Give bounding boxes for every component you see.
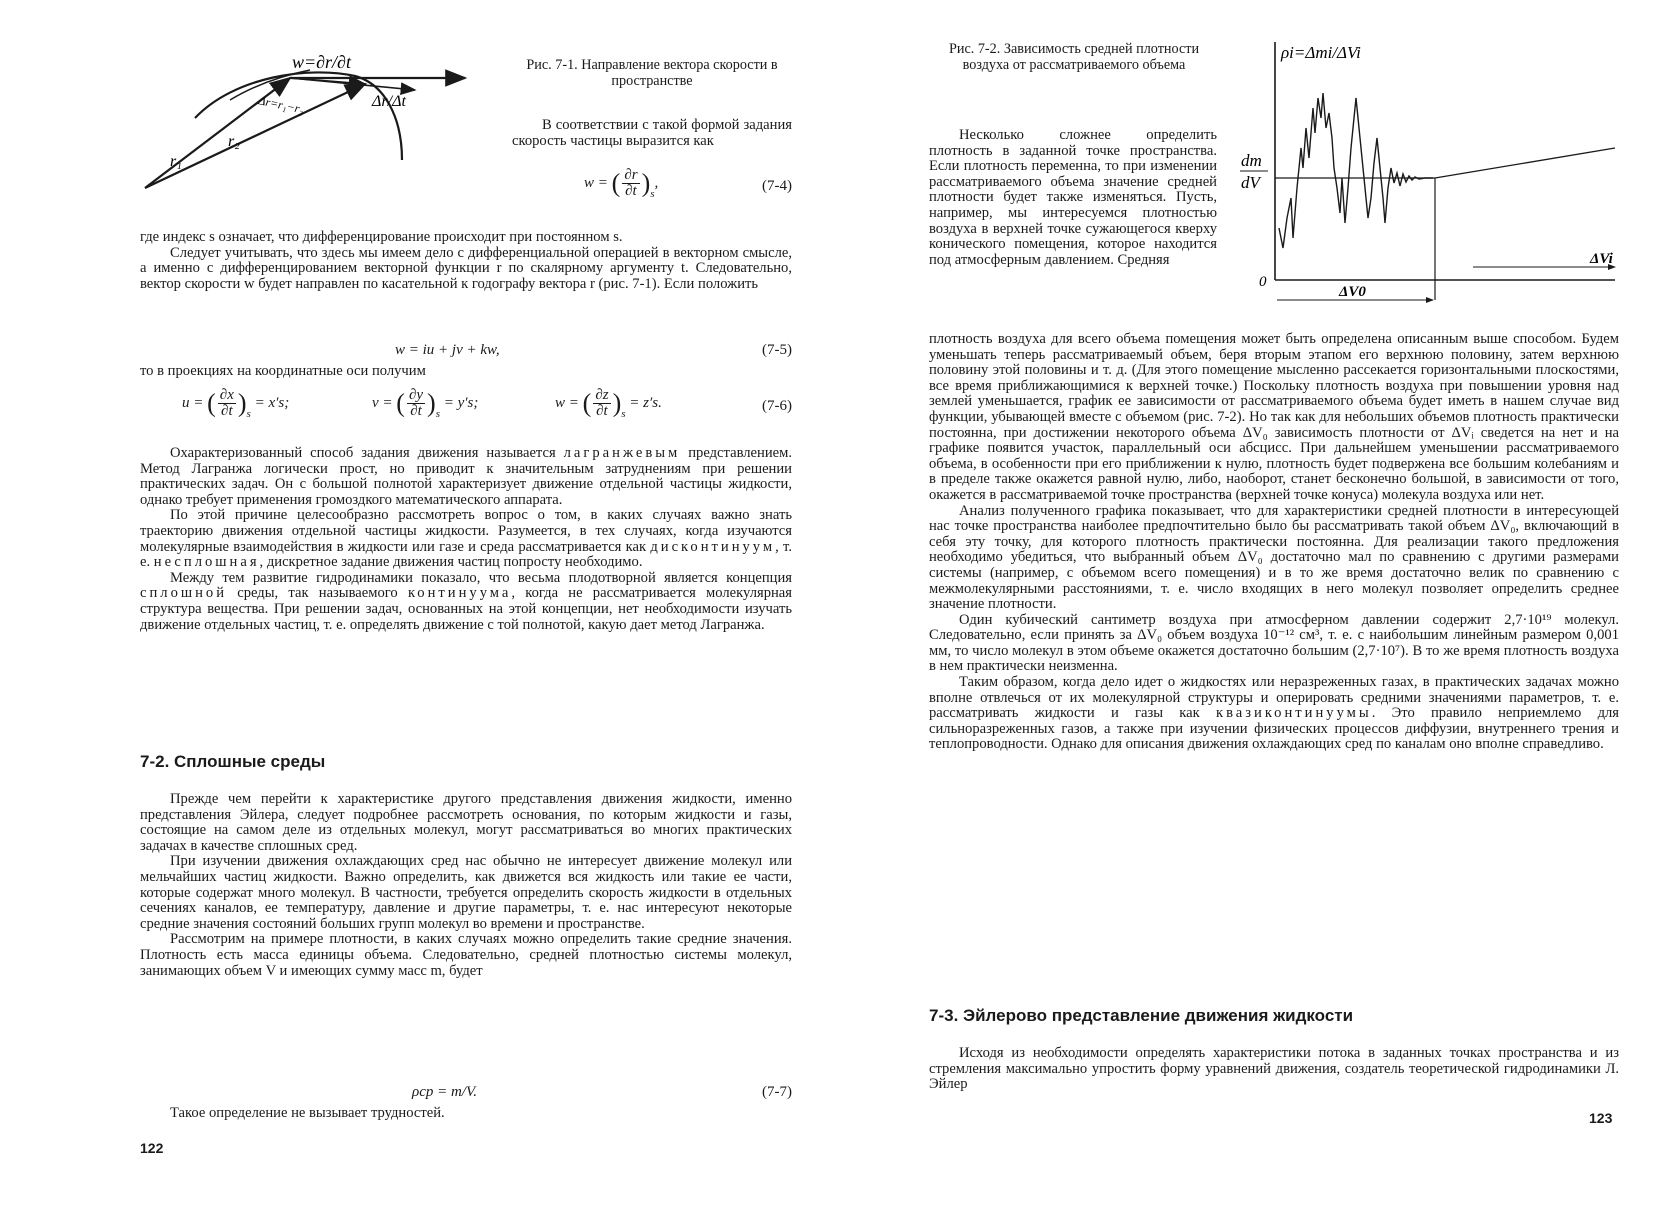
text-block-left-3: Прежде чем перейти к характеристике другого представления движения жидкости, именно представления Эйлера, следует подробнее рассмотреть основания, по которым жидкости и газы, состоящие на самом деле из отдельных молекул, могут рассматриваться во многих практических задачах в качестве сплошных сред. При изучении движения охлаждающих сред нас обычно не интересует движение молекул или мельчайших частиц жидкости. Важно определить, как движется вся жидкость или такие ее части, которые содержат много молекул. В частности, требуется определить скорость жидкости в отдельных сечениях каналов, ее температуру, давление и другие параметры, т. е. нас интересуют некоторые средние значения состояний больших групп молекул во времени и пространстве. Рассмотрим на примере плотности, в каких случаях можно определить такие средние значения. Плотность есть масса единицы объема. Следовательно, средней плотностью системы молекул, занимающих объем V и имеющих сумму масс m, будет [140,791,792,979]
text-block-left-2: Охарактеризованный способ задания движения называется лагранжевым представлением. Метод Лагранжа логически прост, но приводит к значительным затруднениям при решении практических задач. Он с большой полнотой характеризует движение отдельной частицы жидкости, однако требует применения громоздкого математического аппарата. По этой причине целесообразно рассмотреть вопрос о том, в каких случаях важно знать траекторию движения отдельной частицы жидкости. Разумеется, в тех случаях, когда изучаются молекулярные взаимодействия в жидкости или газе и среда рассматривается как дисконтинуум, т. е. несплошная, дискретное задание движения частиц попросту необходимо. Между тем развитие гидродинамики показало, что весьма плодотворной является концепция сплошной среды, так называемого континуума, когда не рассматривается молекулярная структура вещества. При решении задач, основанных на этой концепции, нет необходимости изучать движение отдельных частиц, т. е. определять движение с той полнотой, какую дает метод Лагранжа. [140,445,793,633]
figure-7-2-caption: Рис. 7-2. Зависимость средней плотности воздуха от рассматриваемого объема [948,41,1200,73]
fig2-rising-line [1435,148,1615,178]
page-number: 123 [1589,1110,1613,1126]
section-heading-7-2: 7-2. Сплошные среды [140,752,326,771]
last-line: Такое определение не вызывает трудностей. [170,1105,445,1121]
fig2-v0-label: ΔV0 [1339,284,1366,300]
fig1-label-dr: Δr=r₁−r₂ [257,93,305,117]
figure-7-1-caption: Рис. 7-1. Направление вектора скорости в пространстве [526,57,778,89]
projection-text: то в проекциях на координатные оси получим [140,363,426,379]
fig2-ylabel: ρi=Δmi/ΔVi [1281,43,1361,62]
page-number: 122 [140,1140,164,1156]
fig2-zero: 0 [1259,274,1267,290]
equation-7-7: ρср = m/V. (7-7) [412,1084,792,1100]
equation-7-5: w = iu + jv + kw, (7-5) [395,342,792,358]
figure-7-2 [1235,38,1635,338]
fig1-label-drdt: Δr/Δt [372,93,406,110]
text-beside-figure: Несколько сложнее определить плотность в заданной точке пространства. Если плотность переменна, то при изменении рассматриваемого объема значение средней плотности будет также изменяться. Пусть, например, мы интересуемся плотностью воздуха в верхней точке сужающегося кверху конического помещения, которое находится под атмосферным давлением. Средняя [929,127,1217,268]
fig1-label-r2: r₂ [228,133,240,150]
equation-7-6: u = ( $\frac{\partial x}{\partial t}$ )$_s = x's$; v = ( $\frac{\partial y}{\partial t}$ )$_s = y's$; w = ( $\frac{\partial z}{\partial t}$ )$_s = z's$. (7-6) [182,387,792,420]
text-block-left-1: где индекс s означает, что дифференцирование происходит при постоянном s. Следует учитывать, что здесь мы имеем дело с дифференциальной операцией в векторном смысле, а именно с дифференцированием векторной функции r по скалярному аргументу t. Следовательно, вектор скорости w будет направлен по касательной к годографу вектора r (рис. 7-1). Если положить [140,229,792,292]
fig1-label-r1: r₁ [170,153,182,170]
fig2-dm: dm [1241,151,1262,170]
equation-7-4: w = ( $\frac{\partial r}{\partial t}$ )$_s$, (7-4) [584,167,792,200]
figure-7-1 [140,48,500,198]
intro-paragraph: В соответствии с такой формой задания скорость частицы выразится как [512,117,792,149]
fig1-label-w: w=∂r/∂t [292,52,351,72]
page-123 [839,0,1678,1220]
text-block-right-1: плотность воздуха для всего объема помещения может быть определена описанным выше способом. Будем уменьшать теперь рассматриваемый объем, беря вторым этапом его верхнюю половину, затем верхнюю половину этой половины и т. д. (Для этого помещение мысленно рассекается горизонтальными плоскостями, все время приближающимися к верхней точке.) Поскольку плотность воздуха при повышении уровня над землей уменьшается, график ее зависимости от рассматриваемого объема будет иметь в нашем случае вид функции, убывающей вместе с объемом (рис. 7-2). Но так как для небольших объемов плотность практически постоянна, при достижении некоторого объема ΔV₀ зависимость плотности от ΔVᵢ сведется на нет и на графике появится участок, параллельный оси абсцисс. При дальнейшем уменьшении рассматриваемого объема, в особенности при его приближении к нулю, плотность будет подвержена все большим колебаниям и в пределе также окажется равной нулю, либо, наоборот, станет бесконечно большой, в зависимости от того, окажется в рассматриваемой точке пространства (верхней точке конуса) молекула воздуха или нет. Анализ полученного графика показывает, что для характеристики средней плотности в интересующей нас точке пространства наиболее предпочтительно было бы рассматривать такой объем ΔV₀, включающий в себя эту точку, для которого плотность практически постоянна. Для реализации такого предложения необходимо убедиться, что выбранный объем ΔV₀ достаточно мал по сравнению с другими размерами системы (например, с объемом всего помещения) и в то же время достаточно велик по сравнению с межмолекулярными расстояниями, т. е. число входящих в него молекул позволяет определить среднее значение плотности. Один кубический сантиметр воздуха при атмосферном давлении содержит 2,7·10¹⁹ молекул. Следовательно, если принять за ΔV₀ объем воздуха 10⁻¹² см³, т. е. с наибольшим линейным размером 0,001 мм, то число молекул в этом объеме окажется достаточно большим (2,7·10⁷). В то же время плотность воздуха в нем практически неизменна. Таким образом, когда дело идет о жидкостях или неразреженных газах, в практических задачах можно вполне отвлечься от их молекулярной структуры и оперировать средними значениями параметров, т. е. рассматривать жидкости и газы как квазиконтинуумы. Это правило неприемлемо для сильноразреженных газов, а также при изучении физических процессов диффузии, внутреннего трения и теплопроводности. Однако для описания движения охлаждающих сред по каналам оно вполне справедливо. [929,331,1619,753]
fig2-oscillation [1279,93,1433,248]
text-block-right-2: Исходя из необходимости определять характеристики потока в заданных точках пространства и из стремления максимально упростить форму уравнений движения, создатель теоретической гидродинамики Л. Эйлер [929,1045,1619,1093]
fig2-vi-label: ΔVi [1590,251,1613,267]
section-heading-7-3: 7-3. Эйлерово представление движения жидкости [929,1006,1354,1025]
fig2-dv: dV [1241,173,1260,192]
